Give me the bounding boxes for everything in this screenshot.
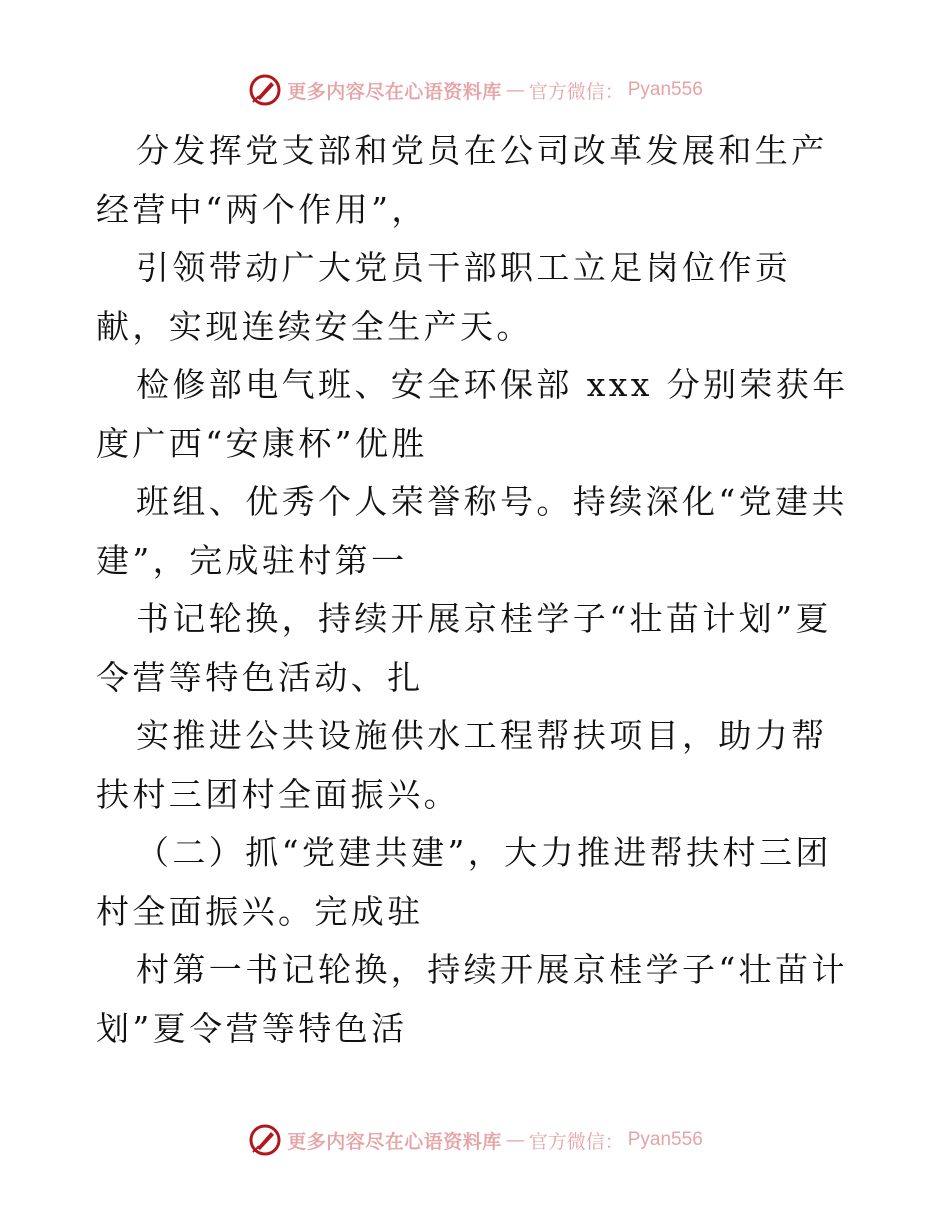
watermark-dash: — [505, 1129, 525, 1151]
quill-pen-logo-icon [247, 1122, 283, 1158]
watermark-label: 官方微信： [528, 1130, 624, 1153]
watermark-inner [247, 72, 703, 108]
quill-pen-logo-icon [247, 72, 283, 108]
watermark-wechat-id: Pyan556 [627, 79, 703, 100]
paragraph: 分发挥党支部和党员在公司改革发展和生产经营中“两个作用”， [96, 131, 828, 229]
watermark-main-text: 更多内容尽在心语资料库 [287, 1130, 502, 1153]
header-watermark [0, 70, 950, 110]
paragraph: 检修部电气班、安全环保部 xxx 分别荣获年度广西“安康杯”优胜 [96, 365, 849, 463]
watermark-inner [247, 1122, 703, 1158]
watermark-main-text: 更多内容尽在心语资料库 [287, 80, 502, 103]
document-body [96, 122, 856, 1058]
footer-watermark [0, 1120, 950, 1160]
paragraph: 书记轮换，持续开展京桂学子“壮苗计划”夏令营等特色活动、扎 [96, 599, 832, 697]
paragraph: 引领带动广大党员干部职工立足岗位作贡献，实现连续安全生产天。 [96, 248, 792, 346]
paragraph: 村第一书记轮换，持续开展京桂学子“壮苗计划”夏令营等特色活 [96, 950, 848, 1048]
paragraph: 班组、优秀个人荣誉称号。持续深化“党建共建”，完成驻村第一 [96, 482, 848, 580]
watermark-label: 官方微信： [528, 80, 624, 103]
paragraph: 实推进公共设施供水工程帮扶项目，助力帮扶村三团村全面振兴。 [96, 716, 828, 814]
watermark-wechat-id: Pyan556 [627, 1129, 703, 1150]
watermark-dash: — [505, 79, 525, 101]
paragraph: （二）抓“党建共建”，大力推进帮扶村三团村全面振兴。完成驻 [96, 833, 832, 931]
